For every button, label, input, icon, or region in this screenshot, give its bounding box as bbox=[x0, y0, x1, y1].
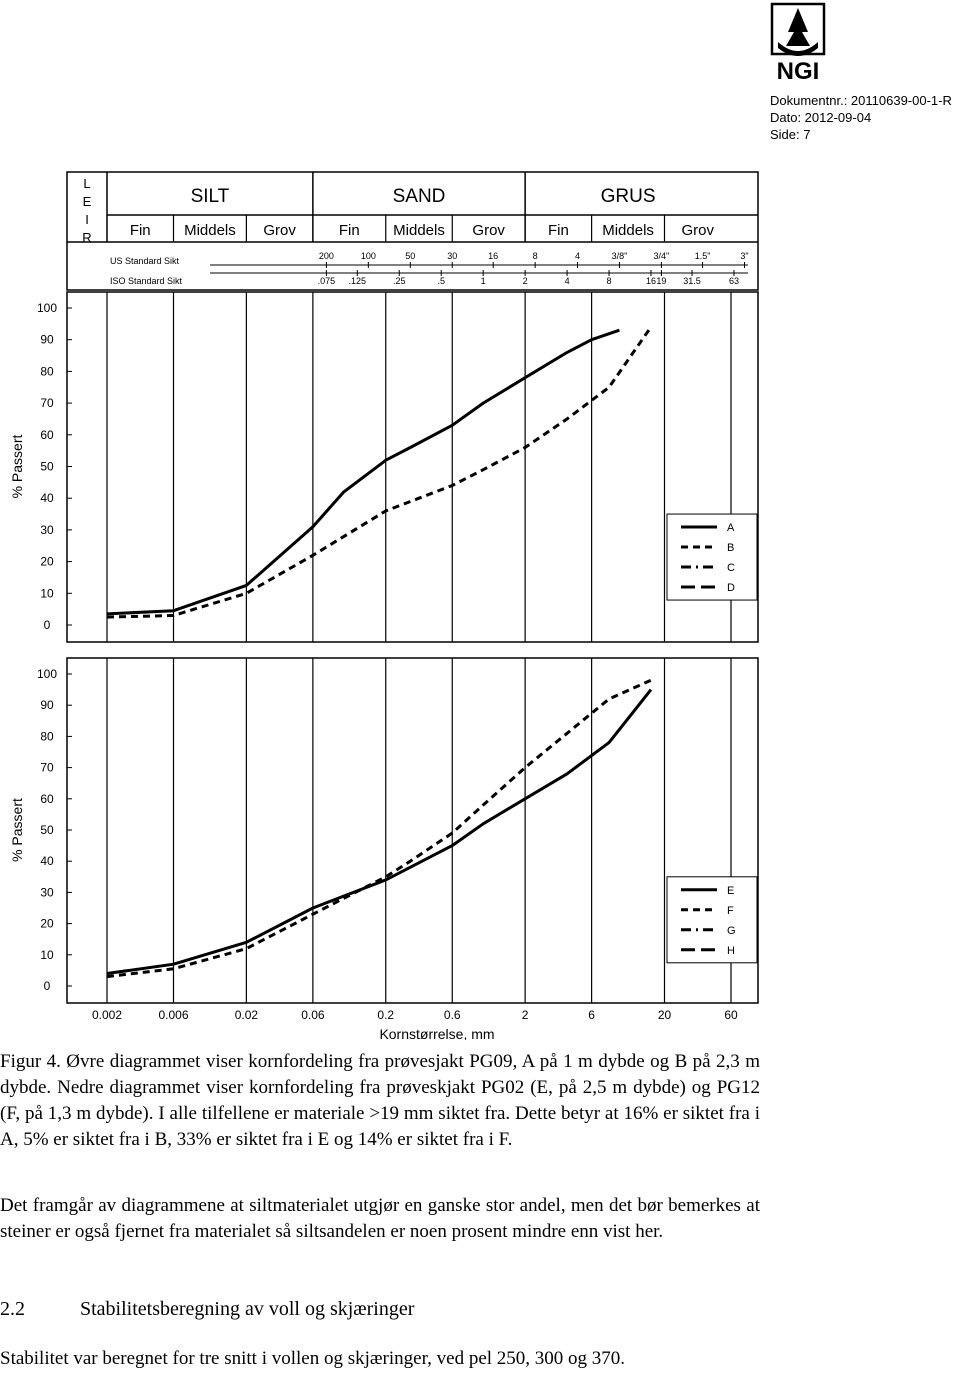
grain-subdivision-label: Middels bbox=[602, 222, 654, 239]
doc-number: Dokumentnr.: 20110639-00-1-R bbox=[770, 93, 952, 108]
iso-sieve-tick-label: .075 bbox=[317, 276, 336, 286]
us-sieve-label: US Standard Sikt bbox=[110, 256, 180, 266]
legend-label: B bbox=[727, 542, 735, 555]
y-tick-label: 0 bbox=[43, 979, 51, 993]
grain-subdivision-label: Fin bbox=[129, 222, 151, 239]
y-tick-label: 70 bbox=[40, 396, 54, 411]
iso-sieve-tick-label: 1 bbox=[480, 276, 486, 286]
x-tick-label: 60 bbox=[724, 1008, 738, 1022]
iso-sieve-tick-label: 63 bbox=[728, 276, 739, 286]
us-sieve-tick-label: 1.5" bbox=[694, 251, 711, 261]
doc-date: Dato: 2012-09-04 bbox=[770, 110, 872, 125]
section-title: Stabilitetsberegning av voll og skjæringer bbox=[80, 1298, 415, 1320]
iso-sieve-tick-label: 2 bbox=[522, 276, 528, 286]
y-tick-label: 30 bbox=[40, 522, 54, 537]
y-tick-label: 40 bbox=[40, 854, 54, 869]
grain-group-label: SAND bbox=[392, 186, 446, 207]
y-tick-label: 70 bbox=[40, 760, 54, 775]
us-sieve-tick-label: 3" bbox=[740, 251, 749, 261]
leir-letter: I bbox=[85, 212, 89, 227]
legend-label: E bbox=[727, 884, 735, 897]
y-tick-label: 60 bbox=[40, 427, 54, 442]
grain-subdivision-label: Grov bbox=[263, 222, 296, 239]
grain-subdivision-label: Grov bbox=[681, 222, 715, 239]
series-line-f bbox=[107, 680, 651, 976]
y-tick-label: 90 bbox=[40, 332, 54, 347]
legend-label: A bbox=[727, 522, 735, 535]
x-tick-label: 20 bbox=[657, 1008, 672, 1022]
iso-sieve-label: ISO Standard Sikt bbox=[110, 276, 183, 286]
x-tick-label: 2 bbox=[521, 1008, 529, 1022]
x-axis-label: Kornstørrelse, mm bbox=[379, 1026, 495, 1040]
iso-sieve-tick-label: 8 bbox=[606, 276, 612, 286]
x-tick-label: 0.2 bbox=[377, 1008, 395, 1022]
y-axis-label: % Passert bbox=[9, 798, 25, 862]
x-tick-label: 0.002 bbox=[91, 1008, 123, 1022]
grain-subdivision-label: Fin bbox=[547, 222, 569, 239]
section-number: 2.2 bbox=[0, 1298, 25, 1320]
grain-size-charts bbox=[0, 160, 960, 1040]
y-axis-label: % Passert bbox=[9, 434, 25, 499]
section-heading bbox=[0, 1298, 414, 1321]
iso-sieve-tick-label: 4 bbox=[564, 276, 570, 286]
us-sieve-tick-label: 30 bbox=[447, 251, 458, 261]
plot-frame bbox=[67, 292, 758, 642]
figure-caption: Figur 4. Øvre diagrammet viser kornfordeling fra prøvesjakt PG09, A på 1 m dybde og B på 2,3 m dybde. Nedre diagrammet viser kornfordeling fra prøveskjakt PG02 (E, på 2,5 m dybde) og PG12 (F, på 1,3 m dybde). I alle tilfellene er materiale >19 mm siktet fra. Dette betyr at 16% er siktet fra i A, 5% er siktet fra i B, 33% er siktet fra i E og 14% er siktet fra i F. bbox=[0, 1051, 760, 1150]
y-tick-label: 20 bbox=[40, 916, 54, 931]
x-tick-label: 6 bbox=[588, 1008, 595, 1022]
us-sieve-tick-label: 8 bbox=[532, 251, 538, 261]
iso-sieve-tick-label: 19 bbox=[656, 276, 667, 286]
y-tick-label: 80 bbox=[40, 364, 54, 379]
y-tick-label: 0 bbox=[43, 618, 51, 632]
leir-letter: R bbox=[82, 230, 92, 245]
series-line-b bbox=[107, 327, 651, 617]
legend-label: D bbox=[727, 582, 735, 595]
legend-label: G bbox=[727, 924, 736, 937]
body-line: Stabilitet var beregnet for tre snitt i vollen og skjæringer, ved pel 250, 300 og 370. bbox=[0, 1348, 626, 1369]
doc-page: Side: 7 bbox=[770, 127, 811, 142]
leir-letter: E bbox=[82, 194, 92, 209]
series-line-a bbox=[107, 330, 619, 614]
grain-subdivision-label: Middels bbox=[184, 222, 236, 239]
grain-subdivision-label: Middels bbox=[393, 222, 445, 239]
y-tick-label: 50 bbox=[40, 823, 54, 837]
y-tick-label: 90 bbox=[40, 698, 54, 713]
y-tick-label: 100 bbox=[36, 301, 58, 315]
iso-sieve-tick-label: .5 bbox=[437, 276, 445, 286]
iso-sieve-tick-label: 31.5 bbox=[683, 276, 701, 286]
ngi-logo bbox=[770, 2, 826, 82]
legend-label: H bbox=[727, 944, 735, 957]
leir-letter: L bbox=[83, 176, 91, 191]
x-tick-label: 0.02 bbox=[234, 1008, 259, 1022]
us-sieve-tick-label: 200 bbox=[318, 251, 334, 261]
y-tick-label: 60 bbox=[40, 791, 54, 806]
grain-subdivision-label: Grov bbox=[472, 222, 505, 239]
plot-frame bbox=[67, 658, 758, 1003]
us-sieve-tick-label: 100 bbox=[360, 251, 376, 261]
iso-sieve-tick-label: 16 bbox=[645, 276, 657, 286]
grain-group-label: GRUS bbox=[600, 186, 656, 207]
y-tick-label: 30 bbox=[40, 885, 54, 900]
us-sieve-tick-label: 4 bbox=[574, 251, 580, 261]
us-sieve-tick-label: 3/8" bbox=[611, 251, 628, 261]
document-meta bbox=[770, 92, 952, 143]
y-tick-label: 10 bbox=[40, 586, 54, 601]
tree-icon bbox=[786, 8, 810, 46]
y-tick-label: 20 bbox=[40, 554, 54, 569]
us-sieve-tick-label: 16 bbox=[488, 251, 499, 261]
y-tick-label: 50 bbox=[40, 459, 54, 474]
grain-group-label: SILT bbox=[190, 186, 230, 207]
y-tick-label: 10 bbox=[40, 947, 54, 962]
grain-subdivision-label: Fin bbox=[338, 222, 360, 239]
body-paragraph: Det framgår av diagrammene at siltmaterialet utgjør en ganske stor andel, men det bør bemerkes at steiner er også fjernet fra materialet så siltsandelen er noen prosent mindre enn vist her. bbox=[0, 1195, 760, 1242]
y-tick-label: 80 bbox=[40, 729, 54, 744]
us-sieve-tick-label: 50 bbox=[405, 251, 416, 261]
iso-sieve-tick-label: .125 bbox=[348, 276, 367, 286]
logo-text: NGI bbox=[776, 58, 820, 82]
x-tick-label: 0.06 bbox=[301, 1008, 325, 1022]
legend-label: F bbox=[727, 904, 734, 917]
us-sieve-tick-label: 3/4" bbox=[653, 251, 670, 261]
y-tick-label: 40 bbox=[40, 491, 54, 506]
legend-label: C bbox=[727, 562, 735, 575]
y-tick-label: 100 bbox=[36, 667, 58, 681]
x-tick-label: 0.006 bbox=[158, 1008, 189, 1022]
iso-sieve-tick-label: .25 bbox=[392, 276, 406, 286]
x-tick-label: 0.6 bbox=[443, 1008, 461, 1022]
